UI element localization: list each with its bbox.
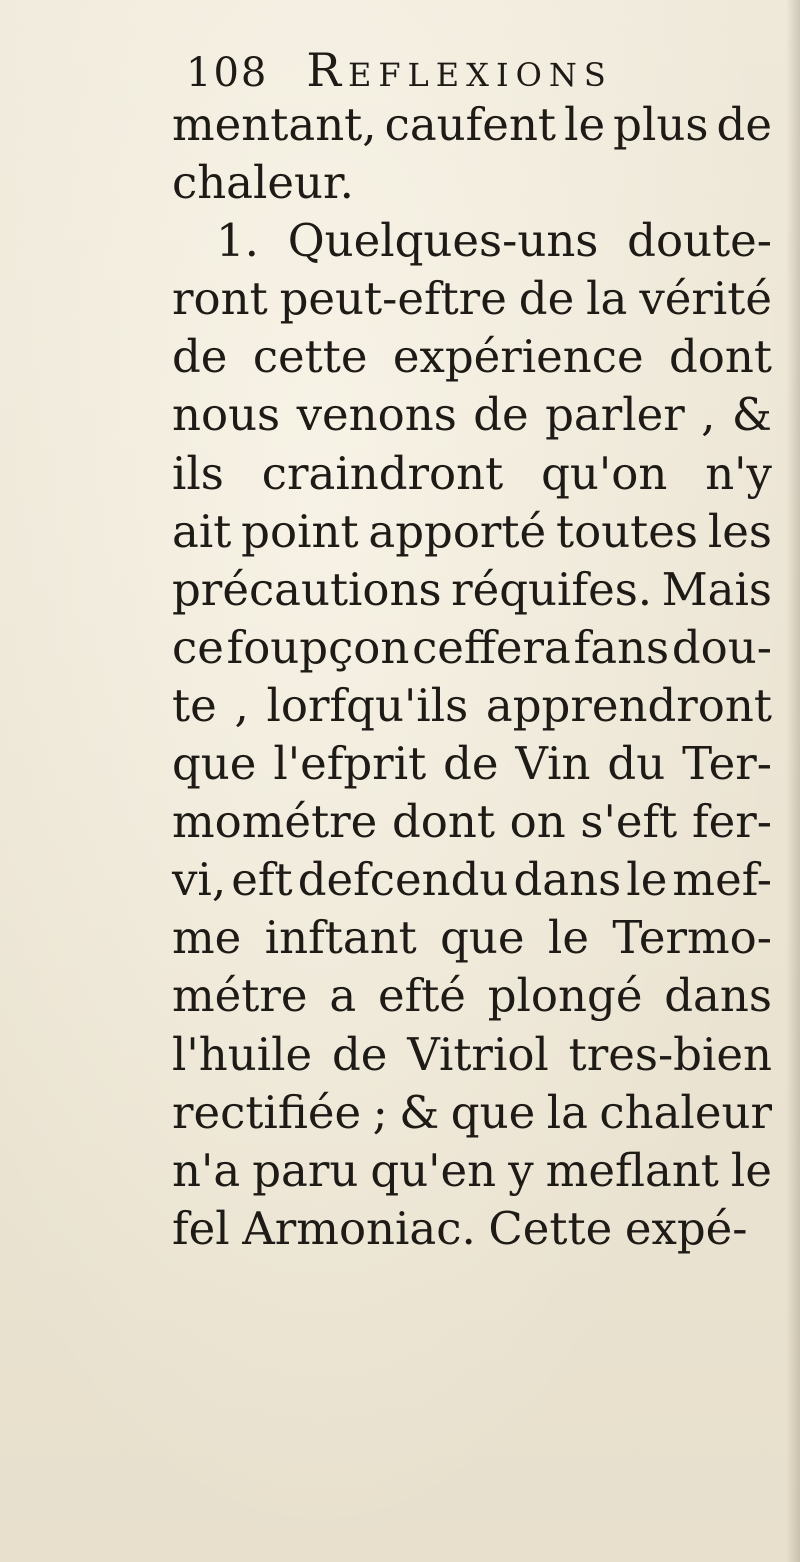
word: de	[172, 330, 228, 384]
text-line	[172, 561, 772, 619]
running-title: Reflexions	[306, 43, 613, 97]
word: Armoniac.	[242, 1201, 476, 1255]
text-line	[172, 386, 772, 444]
word: de	[473, 388, 529, 442]
text-line	[172, 967, 772, 1025]
word: chaleur.	[172, 156, 354, 210]
word: ,	[234, 678, 249, 732]
word: Ter-	[682, 737, 772, 791]
word: y	[508, 1143, 534, 1197]
word: ceffera	[412, 620, 571, 674]
text-line	[172, 270, 772, 328]
word: dont	[391, 795, 495, 849]
word: craindront	[261, 446, 504, 500]
word: dans	[513, 853, 622, 907]
page-number: 108	[186, 50, 269, 96]
word: Termo-	[612, 911, 772, 965]
word: Quelques-uns	[287, 214, 599, 268]
word: foupçon	[226, 620, 410, 674]
text-line	[172, 1200, 772, 1258]
word: tres-bien	[568, 1027, 772, 1081]
word: nous	[172, 388, 281, 442]
word: de	[518, 272, 575, 326]
word: du	[607, 737, 666, 791]
word: chaleur	[599, 1085, 772, 1139]
text-line	[172, 793, 772, 851]
text-line	[172, 503, 772, 561]
word: Vitriol	[407, 1027, 549, 1081]
word: caufent	[384, 98, 557, 151]
word: le	[564, 98, 606, 151]
running-head	[186, 40, 706, 100]
word: ront	[172, 272, 268, 326]
word: dont	[669, 330, 772, 384]
text-line	[172, 212, 772, 270]
word: vérité	[639, 272, 772, 326]
word: &	[731, 388, 772, 442]
word: eft	[231, 853, 293, 907]
word: me	[172, 911, 242, 965]
word: que	[440, 911, 525, 965]
text-line	[172, 154, 772, 212]
word: a	[329, 969, 357, 1023]
word: efté	[377, 969, 466, 1023]
word: 1.	[216, 214, 259, 268]
word: précautions	[172, 562, 442, 616]
word: vi,	[172, 853, 227, 907]
word: te	[172, 678, 217, 732]
word: de	[716, 98, 772, 151]
word: paru	[252, 1143, 359, 1197]
text-line	[172, 619, 772, 677]
word: ce	[172, 620, 224, 674]
word: que	[172, 737, 257, 791]
word: cette	[252, 330, 368, 384]
word: n'a	[172, 1143, 241, 1197]
word: Mais	[661, 562, 772, 616]
word: le	[626, 853, 668, 907]
word: les	[707, 504, 772, 558]
word: parler	[545, 388, 685, 442]
word: le	[730, 1143, 772, 1197]
body-text	[172, 96, 772, 1258]
word: le	[547, 911, 589, 965]
word: que	[450, 1085, 536, 1139]
word: la	[586, 272, 628, 326]
word: fel	[172, 1201, 230, 1255]
word: n'y	[705, 446, 772, 500]
word: rectifiée	[172, 1085, 362, 1139]
text-line	[172, 735, 772, 793]
word: venons	[296, 388, 457, 442]
word: fer-	[691, 795, 772, 849]
text-line	[172, 1084, 772, 1142]
word: apporté	[368, 504, 547, 558]
word: lorfqu'ils	[266, 678, 469, 732]
word: meflant	[545, 1143, 719, 1197]
word: l'efprit	[273, 737, 427, 791]
word: ;	[372, 1085, 388, 1139]
word: inftant	[264, 911, 417, 965]
word: point	[241, 504, 359, 558]
word: qu'en	[370, 1143, 497, 1197]
word: &	[399, 1085, 440, 1139]
text-line	[172, 96, 772, 154]
word: de	[443, 737, 499, 791]
word: métre	[172, 969, 308, 1023]
word: expé-	[624, 1201, 748, 1255]
word: de	[331, 1027, 388, 1081]
word: la	[546, 1085, 588, 1139]
word: mentant,	[172, 98, 377, 151]
word: l'huile	[172, 1027, 313, 1081]
word: apprendront	[485, 678, 772, 732]
word: ait	[172, 504, 232, 558]
word: mef-	[672, 853, 772, 907]
word: doute-	[627, 214, 772, 268]
text-line	[172, 909, 772, 967]
word: réquifes.	[451, 562, 653, 616]
word: fans	[573, 620, 670, 674]
text-line	[172, 1142, 772, 1200]
word: peut-eftre	[279, 272, 507, 326]
word: dans	[664, 969, 772, 1023]
text-line	[172, 328, 772, 386]
word: plus	[613, 98, 709, 151]
word: ,	[701, 388, 716, 442]
word: mométre	[172, 795, 378, 849]
word: toutes	[556, 504, 698, 558]
word: plongé	[487, 969, 643, 1023]
word: expérience	[392, 330, 644, 384]
word: defcendu	[297, 853, 509, 907]
word: qu'on	[541, 446, 668, 500]
text-line	[172, 677, 772, 735]
word: dou-	[671, 620, 772, 674]
text-line	[172, 851, 772, 909]
word: s'eft	[580, 795, 678, 849]
word: ils	[172, 446, 224, 500]
text-line	[172, 1026, 772, 1084]
word: Vin	[515, 737, 591, 791]
word: on	[509, 795, 566, 849]
text-line	[172, 445, 772, 503]
word: Cette	[488, 1201, 613, 1255]
page-edge-shadow	[786, 0, 800, 1562]
